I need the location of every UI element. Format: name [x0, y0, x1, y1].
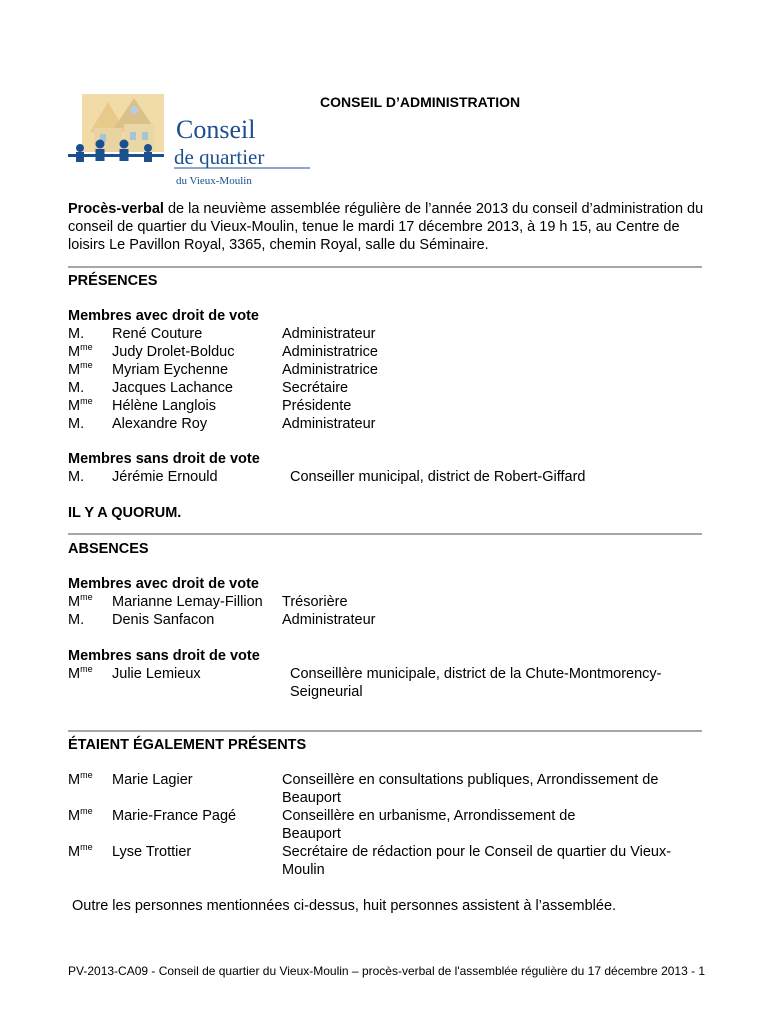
- member-name: Myriam Eychenne: [112, 362, 229, 378]
- logo-word-quartier: de quartier: [174, 145, 265, 169]
- logo-graphic: [68, 92, 310, 188]
- member-name: René Couture: [112, 326, 203, 342]
- member-role: Conseiller municipal, district de Robert-Giffard: [290, 469, 586, 485]
- council-logo: [68, 92, 310, 188]
- member-name: Marie Lagier: [112, 772, 193, 788]
- member-name: Judy Drolet-Bolduc: [112, 344, 235, 360]
- title-prefix: M.: [68, 469, 85, 485]
- member-role: Secrétaire de rédaction pour le Conseil de quartier du Vieux- Moulin: [282, 844, 672, 878]
- title-prefix: $M^{me}$: [68, 842, 93, 860]
- divider: [68, 266, 702, 268]
- member-name: Alexandre Roy: [112, 416, 208, 432]
- member-name: Hélène Langlois: [112, 398, 216, 414]
- list-item: [68, 665, 708, 701]
- list-item: [68, 611, 708, 629]
- title-prefix: $M^{me}$: [68, 360, 93, 378]
- title-prefix: $M^{me}$: [68, 592, 93, 610]
- list-item: [68, 325, 708, 343]
- list-item: [68, 807, 708, 843]
- title-prefix: $M^{me}$: [68, 342, 93, 360]
- intro-paragraph: [68, 200, 708, 254]
- member-role: Conseillère en consultations publiques, Arrondissement de Beauport: [282, 772, 659, 806]
- list-item: [68, 843, 708, 879]
- divider: [68, 730, 702, 732]
- member-role: Présidente: [282, 398, 352, 414]
- member-name: Marie-France Pagé: [112, 808, 237, 824]
- logo-word-conseil: Conseil: [176, 115, 256, 144]
- list-item: [68, 415, 708, 433]
- title-prefix: M.: [68, 612, 85, 628]
- title-prefix: $M^{me}$: [68, 396, 93, 414]
- member-role: Administratrice: [282, 362, 378, 378]
- title-prefix: M.: [68, 380, 85, 396]
- member-name: Jérémie Ernould: [112, 469, 218, 485]
- member-name: Julie Lemieux: [112, 666, 201, 682]
- list-item: [68, 361, 708, 379]
- title-prefix: M.: [68, 326, 85, 342]
- member-name: Lyse Trottier: [112, 844, 192, 860]
- member-role: Secrétaire: [282, 380, 349, 396]
- list-item: [68, 397, 708, 415]
- subheading-voting-absent: Membres avec droit de vote: [68, 576, 259, 592]
- member-role: Trésorière: [282, 594, 348, 610]
- title-prefix: M.: [68, 416, 85, 432]
- section-heading-presences: PRÉSENCES: [68, 273, 158, 289]
- member-name: Marianne Lemay-Fillion: [112, 594, 263, 610]
- subheading-voting-present: Membres avec droit de vote: [68, 308, 259, 324]
- member-role: Conseillère en urbanisme, Arrondissement de Beauport: [282, 808, 576, 842]
- member-name: Jacques Lachance: [112, 380, 233, 396]
- list-item: [68, 379, 708, 397]
- attendance-note: Outre les personnes mentionnées ci-dessus, huit personnes assistent à l’assemblée.: [72, 898, 617, 914]
- document-title: CONSEIL D’ADMINISTRATION: [320, 94, 521, 110]
- list-item: [68, 771, 708, 807]
- member-role: Administrateur: [282, 612, 376, 628]
- member-name: Denis Sanfacon: [112, 612, 215, 628]
- subheading-nonvoting-absent: Membres sans droit de vote: [68, 648, 260, 664]
- intro-text: de la neuvième assemblée régulière de l’année 2013 du conseil d’administration du conseil de quartier du Vieux-Moulin, tenue le mardi 17 décembre 2013, à 19 h 15, au Centre de loisirs Le Pavillon Royal, 3365, chemin Royal, salle du Séminaire.: [68, 201, 704, 253]
- member-role: Administrateur: [282, 326, 376, 342]
- subheading-nonvoting-present: Membres sans droit de vote: [68, 451, 260, 467]
- intro-bold-label: Procès-verbal: [68, 201, 164, 217]
- quorum-statement: IL Y A QUORUM.: [68, 505, 182, 521]
- title-prefix: $M^{me}$: [68, 664, 93, 682]
- title-prefix: $M^{me}$: [68, 770, 93, 788]
- section-heading-absences: ABSENCES: [68, 541, 149, 557]
- member-role: Administrateur: [282, 416, 376, 432]
- page-footer: PV-2013-CA09 - Conseil de quartier du Vieux-Moulin – procès-verbal de l'assemblée régulière du 17 décembre 2013 - 1: [68, 964, 706, 978]
- list-item: [68, 468, 708, 486]
- section-heading-also-present: ÉTAIENT ÉGALEMENT PRÉSENTS: [68, 737, 307, 753]
- divider: [68, 533, 702, 535]
- title-prefix: $M^{me}$: [68, 806, 93, 824]
- list-item: [68, 593, 708, 611]
- list-item: [68, 343, 708, 361]
- member-role: Administratrice: [282, 344, 378, 360]
- member-role: Conseillère municipale, district de la Chute-Montmorency- Seigneurial: [290, 666, 662, 700]
- logo-word-vieux-moulin: du Vieux-Moulin: [176, 175, 252, 187]
